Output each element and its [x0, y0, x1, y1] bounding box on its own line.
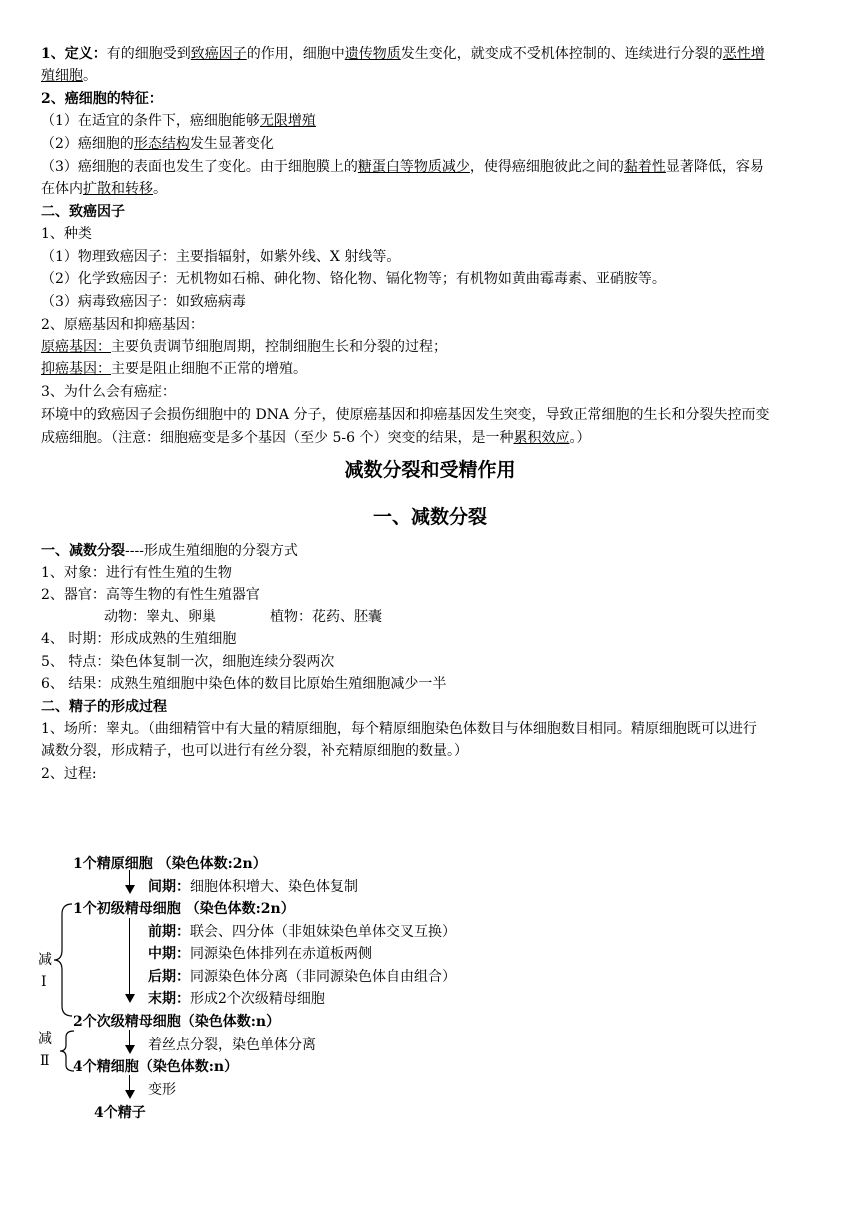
def-label: 1、定义： — [41, 46, 107, 62]
meiosis-heading — [41, 540, 298, 562]
label-meiosis-2b: Ⅱ — [40, 1053, 50, 1069]
stage-text: 同源染色体排列在赤道板两侧 — [190, 946, 372, 962]
definition-line-1 — [41, 43, 765, 65]
organ-animal: 动物：睾丸、卵巢 — [104, 609, 216, 625]
node-spermatogonium: 1个精原细胞 （染色体数:2n） — [73, 856, 267, 872]
gene-1 — [41, 336, 447, 358]
feature-3 — [41, 156, 764, 178]
stage-label: 末期： — [148, 991, 190, 1007]
organ: 2、器官：高等生物的有性生殖器官 — [41, 587, 260, 603]
feature: 5、 特点：染色体复制一次，细胞连续分裂两次 — [41, 654, 335, 670]
text: 主要是阻止细胞不正常的增殖。 — [111, 361, 307, 377]
node-spermatid: 4个精细胞（染色体数:n） — [73, 1059, 239, 1075]
stage-label: 后期： — [148, 969, 190, 985]
text: ，使得癌细胞彼此之间的 — [469, 159, 624, 175]
term: 糖蛋白等物质减少 — [357, 159, 470, 175]
stage-transform: 变形 — [148, 1082, 176, 1098]
place-line-2: 减数分裂，形成精子，也可以进行有丝分裂，补充精原细胞的数量。） — [41, 743, 468, 759]
kind-2: （2）化学致癌因子：无机物如石棉、砷化物、铬化物、镉化物等；有机物如黄曲霉毒素、亚硝胺等。 — [41, 271, 666, 287]
definition-line-2 — [41, 65, 97, 87]
stage-label: 前期： — [148, 924, 190, 940]
carcinogen-heading: 二、致癌因子 — [41, 204, 125, 220]
result: 6、 结果：成熟生殖细胞中染色体的数目比原始生殖细胞减少一半 — [41, 676, 447, 692]
term: 原癌基因： — [41, 339, 111, 355]
period: 4、 时期：形成成熟的生殖细胞 — [41, 631, 237, 647]
text: （2）癌细胞的 — [41, 136, 134, 152]
why-heading: 3、为什么会有癌症： — [41, 384, 176, 400]
features-heading: 2、癌细胞的特征： — [41, 91, 163, 107]
stage-text: 联会、四分体（非姐妹染色单体交叉互换） — [190, 924, 456, 940]
node-primary-spermatocyte: 1个初级精母细胞 （染色体数:2n） — [73, 901, 295, 917]
text: 。 — [153, 181, 167, 197]
node-sperm: 4个精子 — [94, 1105, 146, 1121]
process-label: 2、过程: — [41, 766, 97, 782]
term: 抑癌基因： — [41, 361, 111, 377]
brace-meiosis-2-icon — [56, 1028, 78, 1074]
term: 黏着性 — [623, 159, 666, 175]
down-arrow-icon — [129, 870, 130, 892]
stage-anaphase — [148, 966, 456, 988]
stage-telophase — [148, 988, 325, 1010]
kinds: 1、种类 — [41, 226, 92, 242]
stage-text: 细胞体积增大、染色体复制 — [190, 879, 358, 895]
text: 发生显著变化 — [189, 136, 274, 152]
node-secondary-spermatocyte: 2个次级精母细胞（染色体数:n） — [73, 1014, 281, 1030]
label-meiosis-2a: 减 — [38, 1031, 52, 1047]
text: ----形成生殖细胞的分裂方式 — [125, 543, 298, 559]
text: 成癌细胞。（注意：细胞癌变是多个基因（至少 5-6 个）突变的结果，是一种 — [41, 430, 514, 446]
def-term: 殖细胞 — [41, 68, 83, 84]
stage-label: 间期： — [148, 879, 190, 895]
stage-text: 同源染色体分离（非同源染色体自由组合） — [190, 969, 456, 985]
down-arrow-icon — [129, 1030, 130, 1052]
organ-plant: 植物：花药、胚囊 — [270, 609, 382, 625]
stage-text: 形成2个次级精母细胞 — [190, 991, 325, 1007]
stage-metaphase — [148, 943, 372, 965]
def-text: 发生变化，就变成不受机体控制的、连续进行分裂的 — [400, 46, 723, 62]
main-title: 减数分裂和受精作用 — [344, 459, 516, 481]
down-arrow-icon — [129, 1075, 130, 1097]
why-line-1: 环境中的致癌因子会损伤细胞中的 DNA 分子，使原癌基因和抑癌基因发生突变，导致正常细胞的生长和分裂失控而变 — [41, 407, 770, 423]
kind-1: （1）物理致癌因子：主要指辐射，如紫外线、X 射线等。 — [41, 249, 401, 265]
why-line-2 — [41, 427, 590, 449]
place-line-1: 1、场所：睾丸。（曲细精管中有大量的精原细胞，每个精原细胞染色体数目与体细胞数目相同。精原细胞既可以进行 — [41, 721, 757, 737]
text: 在体内 — [41, 181, 83, 197]
stage-meiosis2: 着丝点分裂，染色单体分离 — [148, 1037, 316, 1053]
sub-title: 一、减数分裂 — [372, 506, 487, 528]
feature-3-cont — [41, 178, 167, 200]
def-term: 遗传物质 — [344, 46, 401, 62]
term: 形态结构 — [133, 136, 190, 152]
label-meiosis-1b: Ⅰ — [41, 974, 47, 990]
term: 扩散和转移 — [83, 181, 153, 197]
def-text: 的作用，细胞中 — [246, 46, 345, 62]
kind-3: （3）病毒致癌因子：如致癌病毒 — [41, 294, 246, 310]
text: 显著降低，容易 — [665, 159, 764, 175]
feature-2 — [41, 133, 274, 155]
term: 无限增殖 — [259, 113, 316, 129]
gene-2 — [41, 358, 307, 380]
text: 。） — [569, 430, 591, 446]
term: 一、减数分裂 — [41, 543, 125, 559]
def-term: 致癌因子 — [190, 46, 247, 62]
sperm-heading: 二、精子的形成过程 — [41, 699, 167, 715]
label-meiosis-1a: 减 — [38, 952, 52, 968]
down-arrow-icon — [129, 918, 130, 1001]
feature-1 — [41, 110, 316, 132]
def-term: 恶性增 — [722, 46, 765, 62]
def-text: 。 — [83, 68, 97, 84]
def-text: 有的细胞受到 — [106, 46, 191, 62]
stage-prophase — [148, 921, 456, 943]
term: 累积效应 — [513, 430, 570, 446]
object: 1、对象：进行有性生殖的生物 — [41, 565, 232, 581]
brace-meiosis-1-icon — [48, 900, 78, 1020]
genes-heading: 2、原癌基因和抑癌基因： — [41, 317, 204, 333]
text: （3）癌细胞的表面也发生了变化。由于细胞膜上的 — [41, 159, 358, 175]
text: 主要负责调节细胞周期，控制细胞生长和分裂的过程； — [111, 339, 447, 355]
stage-interphase — [148, 876, 358, 898]
stage-label: 中期： — [148, 946, 190, 962]
text: （1）在适宜的条件下，癌细胞能够 — [41, 113, 260, 129]
